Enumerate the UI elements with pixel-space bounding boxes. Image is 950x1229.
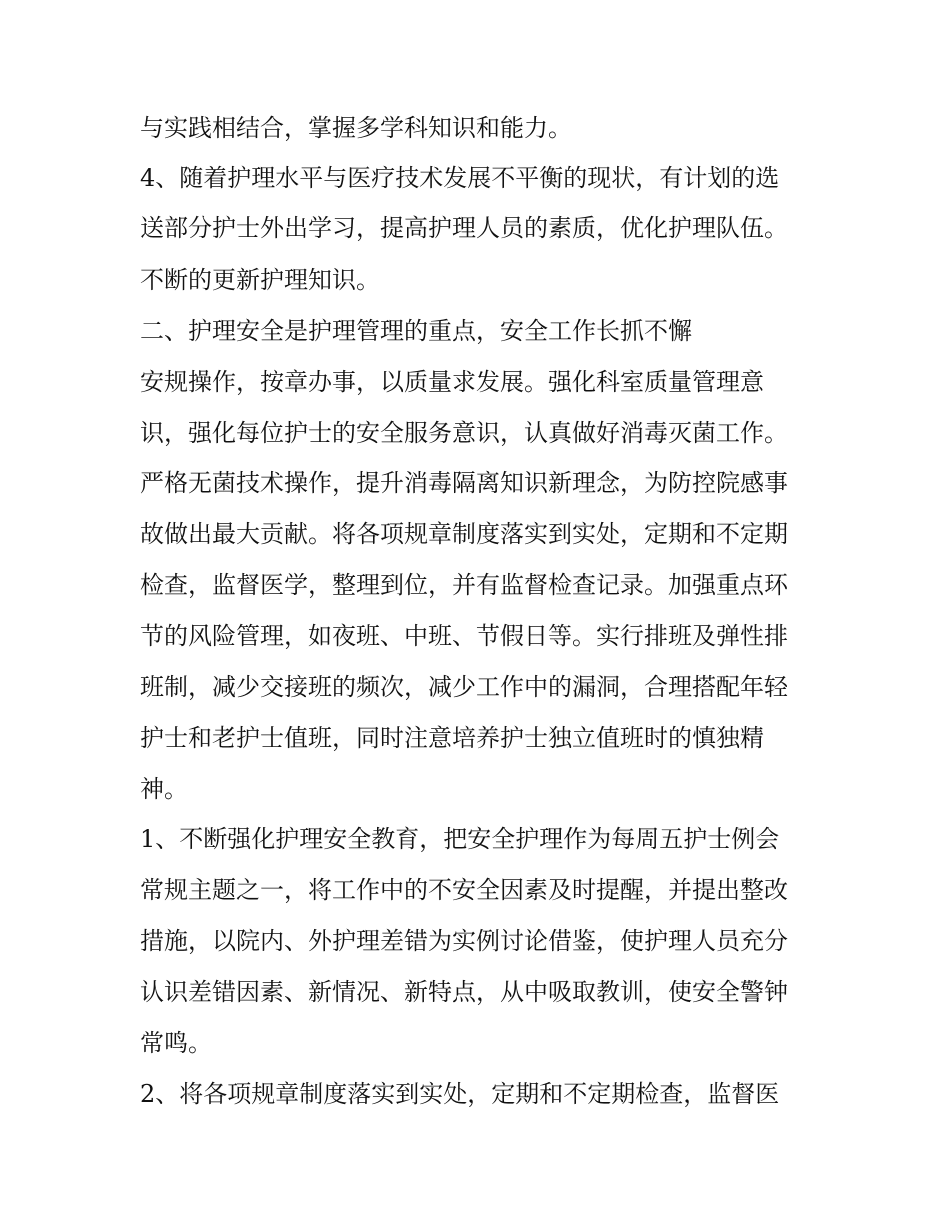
text-line: 故做出最大贡献。将各项规章制度落实到实处，定期和不定期 — [140, 520, 788, 548]
text-line: 检查，监督医学，整理到位，并有监督检查记录。加强重点环 — [140, 571, 788, 599]
text-line: 送部分护士外出学习，提高护理人员的素质，优化护理队伍。 — [140, 214, 788, 242]
text-line: 严格无菌技术操作，提升消毒隔离知识新理念，为防控院感事 — [140, 469, 788, 497]
text-line: 常规主题之一，将工作中的不安全因素及时提醒，并提出整改 — [140, 876, 788, 904]
text-line: 护士和老护士值班，同时注意培养护士独立值班时的慎独精 — [140, 724, 764, 752]
text-line: 常鸣。 — [140, 1029, 212, 1057]
text-line: 认识差错因素、新情况、新特点，从中吸取教训，使安全警钟 — [140, 978, 788, 1006]
text-line: 1、不断强化护理安全教育，把安全护理作为每周五护士例会 — [140, 825, 780, 853]
text-line: 神。 — [140, 775, 188, 803]
section-heading: 二、护理安全是护理管理的重点，安全工作长抓不懈 — [140, 317, 692, 345]
text-line: 安规操作，按章办事，以质量求发展。强化科室质量管理意 — [140, 368, 764, 396]
text-line: 班制，减少交接班的频次，减少工作中的漏洞，合理搭配年轻 — [140, 673, 788, 701]
text-line: 与实践相结合，掌握多学科知识和能力。 — [140, 114, 572, 142]
text-line: 不断的更新护理知识。 — [140, 266, 380, 294]
text-line: 4、随着护理水平与医疗技术发展不平衡的现状，有计划的选 — [140, 164, 780, 192]
text-line: 措施，以院内、外护理差错为实例讨论借鉴，使护理人员充分 — [140, 927, 788, 955]
text-line: 2、将各项规章制度落实到实处，定期和不定期检查，监督医 — [140, 1080, 780, 1108]
text-line: 节的风险管理，如夜班、中班、节假日等。实行排班及弹性排 — [140, 622, 788, 650]
text-line: 识，强化每位护士的安全服务意识，认真做好消毒灭菌工作。 — [140, 419, 788, 447]
